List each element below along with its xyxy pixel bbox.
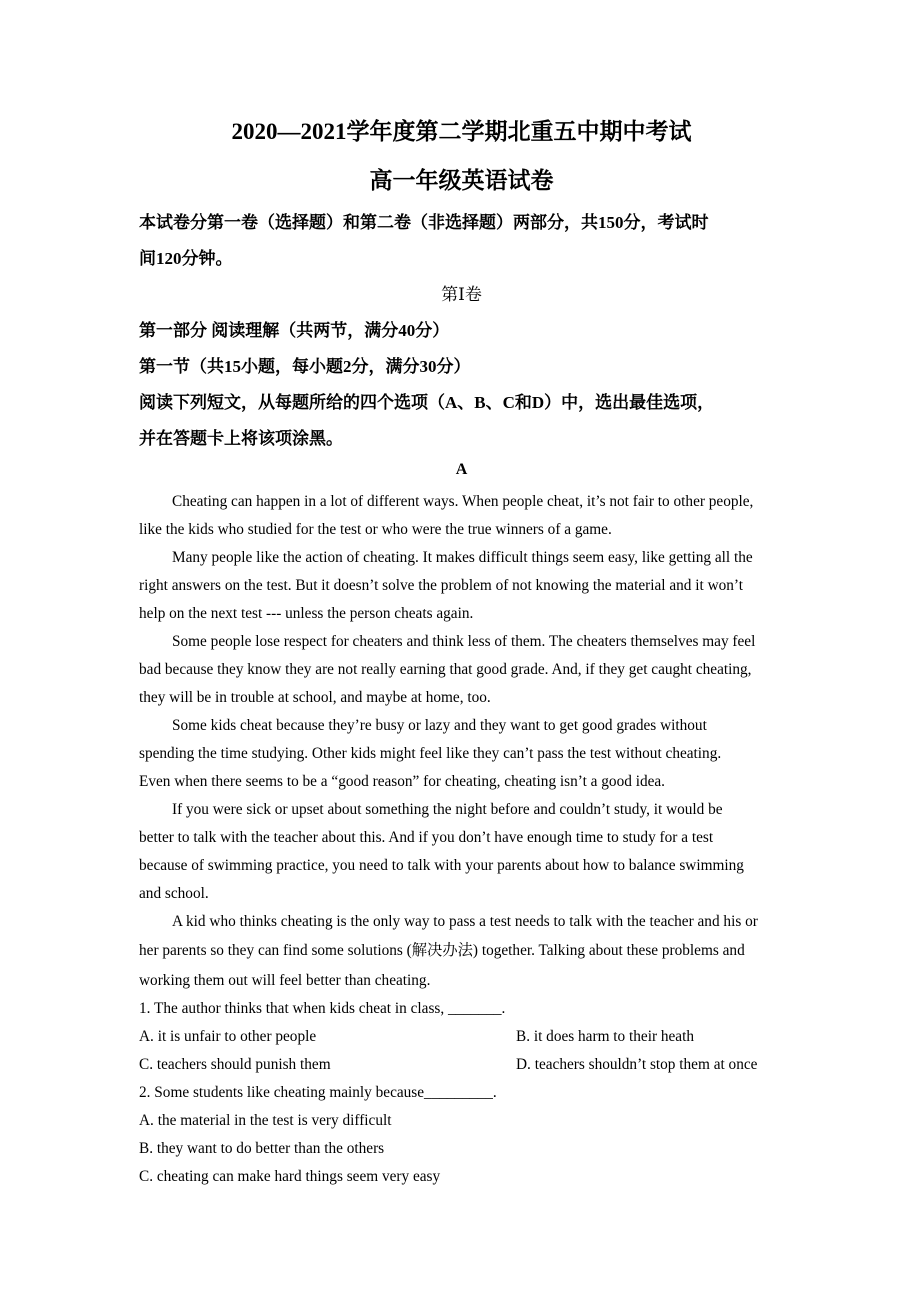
exam-title: 2020—2021学年度第二学期北重五中期中考试	[231, 119, 692, 144]
intro-line: 本试卷分第一卷（选择题）和第二卷（非选择题）两部分，共150分，考试时	[139, 213, 709, 232]
section-heading: 第一节（共15小题，每小题2分，满分30分）	[139, 357, 471, 376]
option-b: B. they want to do better than the others	[139, 1140, 385, 1157]
question-stem: 1. The author thinks that when kids cheat in class, _______.	[139, 1000, 506, 1017]
passage-line: and school.	[139, 885, 209, 902]
passage-line: Some people lose respect for cheaters and think less of them. The cheaters themselves may feel	[172, 633, 756, 650]
option-d: D. teachers shouldn’t stop them at once	[516, 1056, 758, 1073]
option-c: C. cheating can make hard things seem very easy	[139, 1168, 441, 1185]
exam-subtitle: 高一年级英语试卷	[369, 168, 554, 193]
passage-line: help on the next test --- unless the person cheats again.	[139, 605, 474, 622]
intro-line: 间120分钟。	[139, 249, 233, 268]
passage-line: A kid who thinks cheating is the only way to pass a test needs to talk with the teacher and his or	[172, 913, 758, 930]
passage-line: Even when there seems to be a “good reason” for cheating, cheating isn’t a good idea.	[139, 773, 665, 790]
option-c: C. teachers should punish them	[139, 1056, 331, 1073]
passage-line: her parents so they can find some solutions (解决办法) together. Talking about these problems and	[139, 942, 745, 959]
passage-label: A	[455, 461, 468, 478]
question-stem: 2. Some students like cheating mainly because_________.	[139, 1084, 497, 1101]
passage-line: working them out will feel better than cheating.	[139, 972, 431, 989]
option-a: A. the material in the test is very difficult	[139, 1112, 392, 1129]
passage-line: If you were sick or upset about something the night before and couldn’t study, it would be	[172, 801, 723, 818]
passage-line: like the kids who studied for the test or who were the true winners of a game.	[139, 521, 612, 538]
passage-line: Many people like the action of cheating. It makes difficult things seem easy, like getting all the	[172, 549, 753, 566]
passage-line: spending the time studying. Other kids might feel like they can’t pass the test without cheating.	[139, 745, 722, 762]
volume-heading: 第Ⅰ卷	[441, 285, 482, 304]
part-heading: 第一部分 阅读理解（共两节，满分40分）	[139, 321, 450, 340]
option-b: B. it does harm to their heath	[516, 1028, 694, 1045]
passage-line: Some kids cheat because they’re busy or lazy and they want to get good grades without	[172, 717, 707, 734]
passage-line: better to talk with the teacher about this. And if you don’t have enough time to study for a test	[139, 829, 714, 846]
passage-line: Cheating can happen in a lot of different ways. When people cheat, it’s not fair to other people,	[172, 493, 754, 510]
passage-line: because of swimming practice, you need to talk with your parents about how to balance swimming	[139, 857, 744, 874]
passage-line: they will be in trouble at school, and maybe at home, too.	[139, 689, 491, 706]
option-a: A. it is unfair to other people	[139, 1028, 317, 1045]
instructions-line: 并在答题卡上将该项涂黑。	[139, 429, 343, 448]
instructions-line: 阅读下列短文，从每题所给的四个选项（A、B、C和D）中，选出最佳选项，	[139, 393, 715, 412]
passage-line: bad because they know they are not really earning that good grade. And, if they get caught cheating,	[139, 661, 752, 678]
passage-line: right answers on the test. But it doesn’t solve the problem of not knowing the material and it won’t	[139, 577, 743, 594]
